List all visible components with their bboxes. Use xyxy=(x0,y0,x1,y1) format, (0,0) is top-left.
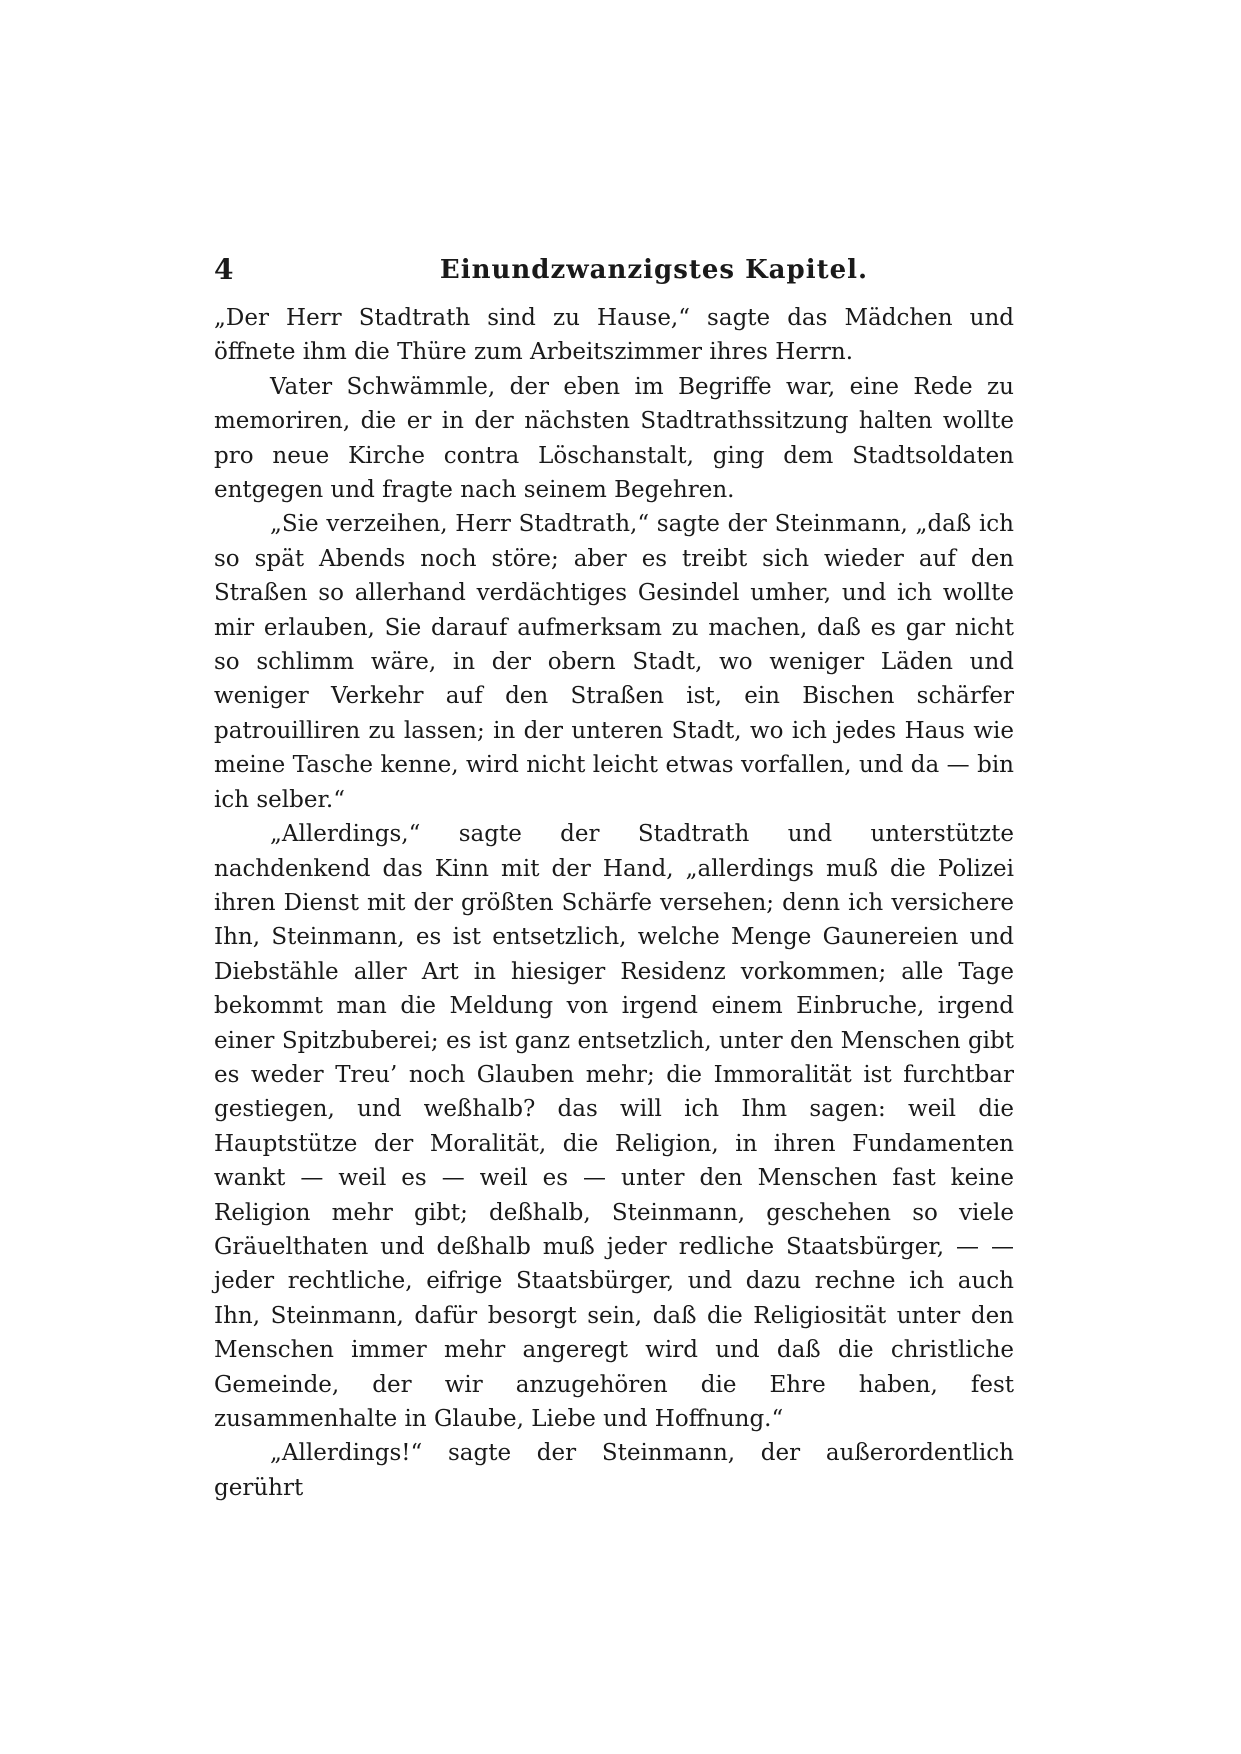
page-number: 4 xyxy=(214,253,234,286)
body-text xyxy=(214,301,1014,1505)
paragraph: „Der Herr Stadtrath sind zu Hause,“ sagte das Mädchen und öffnete ihm die Thüre zum Arbeitszimmer ihres Herrn. xyxy=(214,305,1014,366)
paragraph: „Allerdings!“ sagte der Steinmann, der außerordentlich gerührt xyxy=(214,1440,1014,1501)
chapter-title: Einundzwanzigstes Kapitel. xyxy=(439,255,869,285)
paragraph: „Sie verzeihen, Herr Stadtrath,“ sagte der Steinmann, „daß ich so spät Abends noch störe; aber es treibt sich wieder auf den Straßen so allerhand verdächtiges Gesindel umher, und ich wollte mir erlauben, Sie darauf aufmerksam zu machen, daß es gar nicht so schlimm wäre, in der obern Stadt, wo weniger Läden und weniger Verkehr auf den Straßen ist, ein Bischen schärfer patrouilliren zu lassen; in der unteren Stadt, wo ich jedes Haus wie meine Tasche kenne, wird nicht leicht etwas vorfallen, und da — bin ich selber.“ xyxy=(214,511,1014,813)
paragraph: Vater Schwämmle, der eben im Begriffe war, eine Rede zu memoriren, die er in der nächsten Stadtrathssitzung halten wollte pro neue Kirche contra Löschanstalt, ging dem Stadtsoldaten entgegen und fragte nach seinem Begehren. xyxy=(214,373,1014,504)
paragraph: „Allerdings,“ sagte der Stadtrath und unterstützte nachdenkend das Kinn mit der Hand, „allerdings muß die Polizei ihren Dienst mit der größten Schärfe versehen; denn ich versichere Ihn, Steinmann, es ist entsetzlich, welche Menge Gaunereien und Diebstähle aller Art in hiesiger Residenz vorkommen; alle Tage bekommt man die Meldung von irgend einem Einbruche, irgend einer Spitzbuberei; es ist ganz entsetzlich, unter den Menschen gibt es weder Treu’ noch Glauben mehr; die Immoralität ist furchtbar gestiegen, und weßhalb? das will ich Ihm sagen: weil die Hauptstütze der Moralität, die Religion, in ihren Fundamenten wankt — weil es — weil es — unter den Menschen fast keine Religion mehr gibt; deßhalb, Steinmann, geschehen so viele Gräuelthaten und deßhalb muß jeder redliche Staatsbürger, — — jeder rechtliche, eifrige Staatsbürger, und dazu rechne ich auch Ihn, Steinmann, dafür besorgt sein, daß die Religiosität unter den Menschen immer mehr angeregt wird und daß die christliche Gemeinde, der wir anzugehören die Ehre haben, fest zusammenhalte in Glaube, Liebe und Hoffnung.“ xyxy=(214,821,1014,1432)
page-header xyxy=(214,250,1014,290)
